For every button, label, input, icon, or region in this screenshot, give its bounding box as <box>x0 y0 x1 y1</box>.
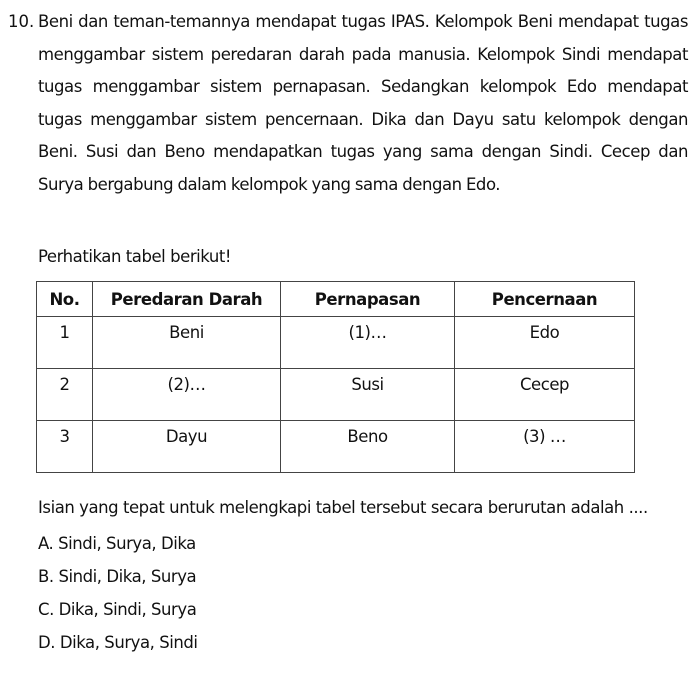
cell-no: 1 <box>37 317 93 369</box>
question-block <box>8 6 688 201</box>
cell-pencernaan: (3) … <box>455 421 635 473</box>
option-c[interactable]: C. Dika, Sindi, Surya <box>38 600 197 619</box>
cell-no: 3 <box>37 421 93 473</box>
header-peredaran-darah: Peredaran Darah <box>93 282 281 317</box>
table-header-row <box>37 282 635 317</box>
cell-pencernaan: Edo <box>455 317 635 369</box>
group-table <box>36 281 635 473</box>
option-a[interactable]: A. Sindi, Surya, Dika <box>38 534 196 553</box>
cell-peredaran-darah: Dayu <box>93 421 281 473</box>
header-pernapasan: Pernapasan <box>281 282 455 317</box>
cell-pernapasan: Beno <box>281 421 455 473</box>
option-b[interactable]: B. Sindi, Dika, Surya <box>38 567 197 586</box>
option-d[interactable]: D. Dika, Surya, Sindi <box>38 633 198 652</box>
question-number: 10. <box>8 12 35 31</box>
table-row <box>37 369 635 421</box>
header-pencernaan: Pencernaan <box>455 282 635 317</box>
question-text: Beni dan teman-temannya mendapat tugas IPAS. Kelompok Beni mendapat tugas menggambar sistem peredaran darah pada manusia. Kelompok Sindi mendapat tugas menggambar sistem pernapasan. Sedangkan kelompok Edo mendapat tugas menggambar sistem pencernaan. Dika dan Dayu satu kelompok dengan Beni. Susi dan Beno mendapatkan tugas yang sama dengan Sindi. Cecep dan Surya bergabung dalam kelompok yang sama dengan Edo. <box>38 12 688 194</box>
cell-pernapasan: (1)… <box>281 317 455 369</box>
cell-no: 2 <box>37 369 93 421</box>
table-row <box>37 421 635 473</box>
header-no: No. <box>37 282 93 317</box>
cell-pernapasan: Susi <box>281 369 455 421</box>
question-prompt: Isian yang tepat untuk melengkapi tabel tersebut secara berurutan adalah .... <box>38 498 648 517</box>
table-row <box>37 317 635 369</box>
cell-peredaran-darah: Beni <box>93 317 281 369</box>
table-instruction: Perhatikan tabel berikut! <box>38 247 232 266</box>
cell-peredaran-darah: (2)… <box>93 369 281 421</box>
answer-options <box>38 527 198 659</box>
cell-pencernaan: Cecep <box>455 369 635 421</box>
